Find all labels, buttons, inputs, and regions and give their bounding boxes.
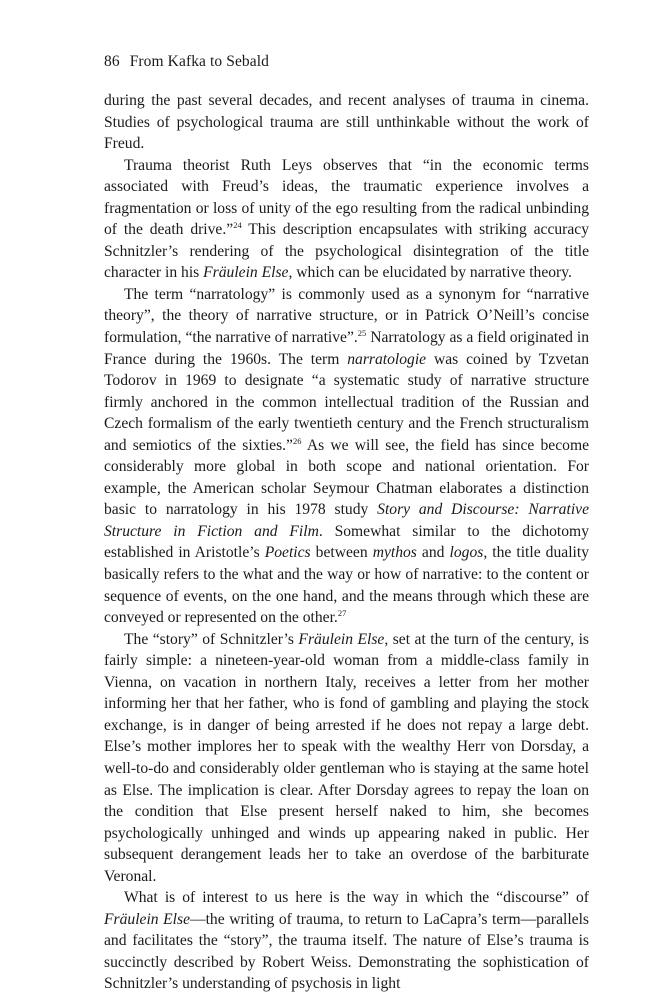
italic-text: Poetics — [264, 544, 311, 562]
text-run: , which can be elucidated by narrative theory. — [288, 264, 572, 282]
text-run: This description encapsulates with striking accuracy Schnitzler’s rendering of the psychological disintegration of the title character in his — [104, 221, 589, 282]
italic-text: Fräulein Else — [104, 910, 190, 928]
footnote-marker: 24 — [233, 220, 242, 231]
text-run: Narratology as a field originated in France during the 1960s. The term — [104, 329, 589, 368]
italic-text: Fräulein Else — [298, 630, 385, 648]
text-run: , set at the turn of the century, is fairly simple: a nineteen-year-old woman from a middle-class family in Vienna, on vacation in northern Italy, receives a letter from her mother informing her that her father, who is fond of gambling and playing the stock exchange, is in danger of being arrested if he does not repay a large debt. Else’s mother implores her to speak with the wealthy Herr von Dorsday, a well-to-do and considerably older gentleman who is staying at the same hotel as Else. The implication is clear. After Dorsday agrees to repay the loan on the condition that Else present herself naked to him, she becomes psychologically unhinged and winds up appearing naked in public. Her subsequent derangement leads her to take an overdose of the barbiturate Veronal. — [104, 630, 589, 885]
text-run: and — [416, 544, 450, 562]
italic-text: logos — [449, 544, 484, 562]
paragraph-3 — [104, 284, 589, 629]
paragraph-1 — [104, 90, 589, 155]
text-run: Trauma theorist Ruth Leys observes that “in the economic terms associated with Freud’s ideas, the traumatic experience involves a fragmentation or loss of unity of the ego resulting from the radical unbinding of the death drive.” — [104, 156, 589, 239]
text-run: As we will see, the field has since become considerably more global in both scope and national orientation. For example, the American scholar Seymour Chatman elaborates a distinction basic to narratology in his 1978 study — [104, 436, 589, 519]
running-title: From Kafka to Sebald — [129, 53, 270, 70]
paragraph-5 — [104, 887, 589, 995]
italic-text: narratologie — [347, 350, 427, 368]
text-run: between — [310, 544, 373, 562]
text-run: —the writing of trauma, to return to LaCapra’s term—parallels and facilitates the “story”, the trauma itself. The nature of Else’s trauma is succinctly described by Robert Weiss. Demonstrating the sophistication of Schnitzler’s understanding of psychosis in light — [104, 910, 589, 993]
footnote-marker: 25 — [357, 328, 367, 339]
text-run: The “story” of Schnitzler’s — [124, 630, 299, 648]
text-run: The term “narratology” is commonly used as a synonym for “narrative theory”, the theory of narrative structure, or in Patrick O’Neill’s concise formulation, “the narrative of narrative”. — [104, 285, 589, 347]
italic-text: Fräulein Else — [203, 264, 289, 282]
paragraph-2 — [104, 155, 589, 284]
text-run: was coined by Tzvetan Todorov in 1969 to designate “a systematic study of narrative structure firmly anchored in the common intellectual tradition of the Russian and Czech formalism of the early twentieth century and the French structuralism and semiotics of the sixties.” — [104, 350, 589, 454]
text-run: , the title duality basically refers to the what and the way or how of narrative: to the content or sequence of events, on the one hand, and the means through which these are conveyed or represented on the other. — [104, 544, 589, 627]
italic-text: Story and Discourse: Narrative Structure in Fiction and Film — [104, 501, 589, 540]
italic-text: mythos — [372, 544, 417, 562]
footnote-marker: 26 — [292, 435, 302, 446]
text-run: What is of interest to us here is the way in which the “discourse” of — [124, 889, 589, 907]
body-text — [104, 90, 589, 995]
text-run: during the past several decades, and recent analyses of trauma in cinema. Studies of psychological trauma are still unthinkable without the work of Freud. — [104, 92, 589, 153]
footnote-marker: 27 — [337, 608, 347, 619]
page-number: 86 — [104, 53, 120, 70]
text-run: . Somewhat similar to the dichotomy established in Aristotle’s — [104, 522, 589, 562]
running-header — [104, 52, 269, 72]
paragraph-4 — [104, 629, 589, 888]
